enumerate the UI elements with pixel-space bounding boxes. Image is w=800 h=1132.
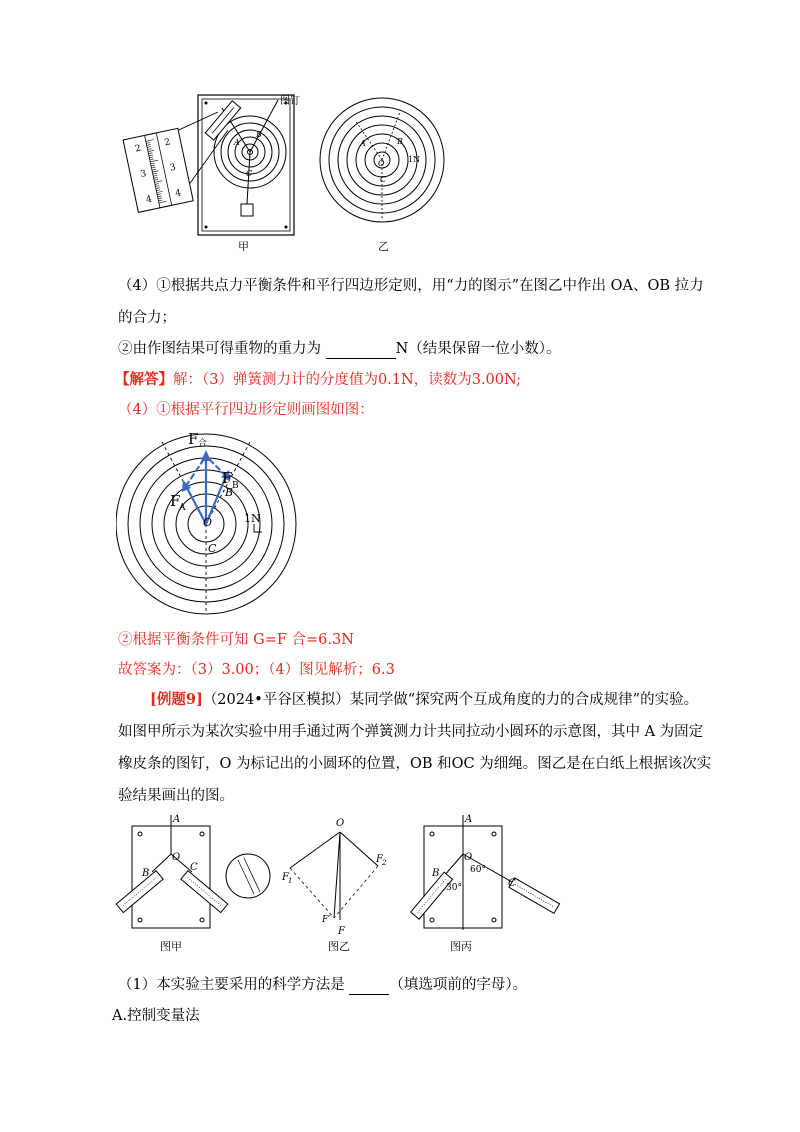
example9-tag: [例题9] (150, 691, 203, 708)
label-f-a-sub: A (179, 503, 186, 513)
answer-line3: ②根据平衡条件可知 G=F 合=6.3N (118, 632, 354, 648)
scale-left-2: 2 (134, 143, 142, 155)
q1-blank[interactable] (349, 994, 389, 995)
answer-line1 (115, 370, 521, 390)
fig3-yi (281, 818, 387, 937)
label-f-a: F (170, 492, 181, 510)
example9-line1 (150, 690, 698, 710)
label-yi-a: A (360, 139, 366, 148)
figure-2 (116, 428, 306, 623)
label-o: O (203, 516, 213, 529)
fig3-jia-b: B (142, 868, 150, 879)
figure-1 (110, 90, 470, 255)
zoomed-scale (123, 128, 193, 212)
label-c: C (208, 542, 217, 555)
label-jia-a: A (234, 138, 240, 147)
fig3-cap-bing: 图丙 (450, 940, 472, 953)
target-yi (320, 98, 444, 222)
label-tuding: 图钉 (280, 96, 300, 107)
label-f-he: F (188, 430, 199, 448)
board-jia (198, 94, 300, 235)
fig3-yi-f: F (338, 926, 345, 937)
figure-3 (110, 810, 570, 960)
caption-jia: 甲 (238, 240, 249, 253)
example9-line3: 橡皮条的图钉，O 为标记出的小圆环的位置，OB 和OC 为细绳。图乙是在白纸上根据该次实 (118, 756, 712, 772)
q1-option-a: A.控制变量法 (112, 1008, 200, 1024)
q4-line1: （4）①根据共点力平衡条件和平行四边形定则，用“力的图示”在图乙中作出 OA、OB 拉力 (118, 278, 704, 294)
scale-right-3: 3 (169, 162, 177, 174)
caption-yi: 乙 (378, 240, 389, 253)
answer-text1: 解：（3）弹簧测力计的分度值为0.1N，读数为3.00N; (173, 372, 522, 388)
fig3-bing-angle60: 60° (470, 865, 486, 875)
label-yi-o: O (378, 159, 385, 168)
label-b: B (225, 486, 234, 499)
fig3-yi-f2: F (376, 854, 383, 865)
fig3-yi-f1: F (282, 872, 289, 883)
fig3-yi-o: O (336, 818, 345, 829)
fig3-cap-yi: 图乙 (328, 940, 350, 953)
fig3-jia (116, 814, 270, 928)
example9-line4: 验结果画出的图。 (118, 788, 234, 804)
q4-line2: 的合力； (118, 310, 176, 326)
answer-blank[interactable] (326, 358, 396, 359)
label-yi-b: B (397, 137, 403, 146)
example9-text1: （2024•平谷区模拟）某同学做“探究两个互成角度的力的合成规律”的实验。 (202, 692, 699, 708)
fig3-bing-b: B (432, 868, 440, 879)
fig3-bing-o: O (464, 852, 473, 863)
fig3-bing-angle30: 30° (446, 883, 462, 893)
label-f-b-sub: B (232, 481, 239, 491)
q1-pre: （1）本实验主要采用的科学方法是 (118, 977, 350, 993)
scale-right-2: 2 (163, 137, 172, 149)
q4-line3 (118, 339, 561, 359)
fig3-jia-a: A (173, 814, 181, 825)
q1-line (118, 975, 527, 995)
answer-line2: （4）①根据平行四边形定则画图如图： (118, 402, 374, 418)
scale-left-4: 4 (145, 194, 153, 206)
scale-left-3: 3 (139, 168, 148, 180)
fig3-jia-c: C (190, 862, 198, 873)
fig3-bing-a: A (465, 814, 473, 825)
q4-line3-post: N（结果保留一位小数）。 (395, 341, 561, 357)
example9-line2: 如图甲所示为某次实验中用手通过两个弹簧测力计共同拉动小圆环的示意图，其中 A 为固定 (118, 724, 704, 740)
fig3-bing-c: C (508, 878, 516, 889)
fig3-yi-f1-sub: 1 (288, 877, 293, 885)
label-jia-c: C (246, 169, 253, 178)
label-f-he-sub: 合 (198, 439, 208, 449)
fig3-cap-jia: 图甲 (160, 940, 182, 953)
q4-line3-pre: ②由作图结果可得重物的重力为 (118, 341, 326, 357)
label-yi-n: 1N (408, 155, 421, 164)
fig3-jia-o: O (172, 852, 181, 863)
q1-post: （填选项前的字母）。 (389, 977, 528, 993)
answer-tag: 【解答】 (115, 371, 173, 388)
fig3-yi-f2-sub: 2 (382, 859, 387, 867)
scale-right-4: 4 (174, 188, 183, 200)
label-jia-b: B (256, 130, 262, 139)
label-f-b: F (222, 469, 233, 487)
fig3-bing (411, 814, 560, 930)
fig3-yi-fp: F′ (322, 915, 331, 925)
label-1n: 1N (244, 512, 261, 525)
answer-line4: 故答案为：（3）3.00；（4）图见解析；6.3 (118, 662, 395, 678)
label-yi-c: C (380, 175, 387, 184)
